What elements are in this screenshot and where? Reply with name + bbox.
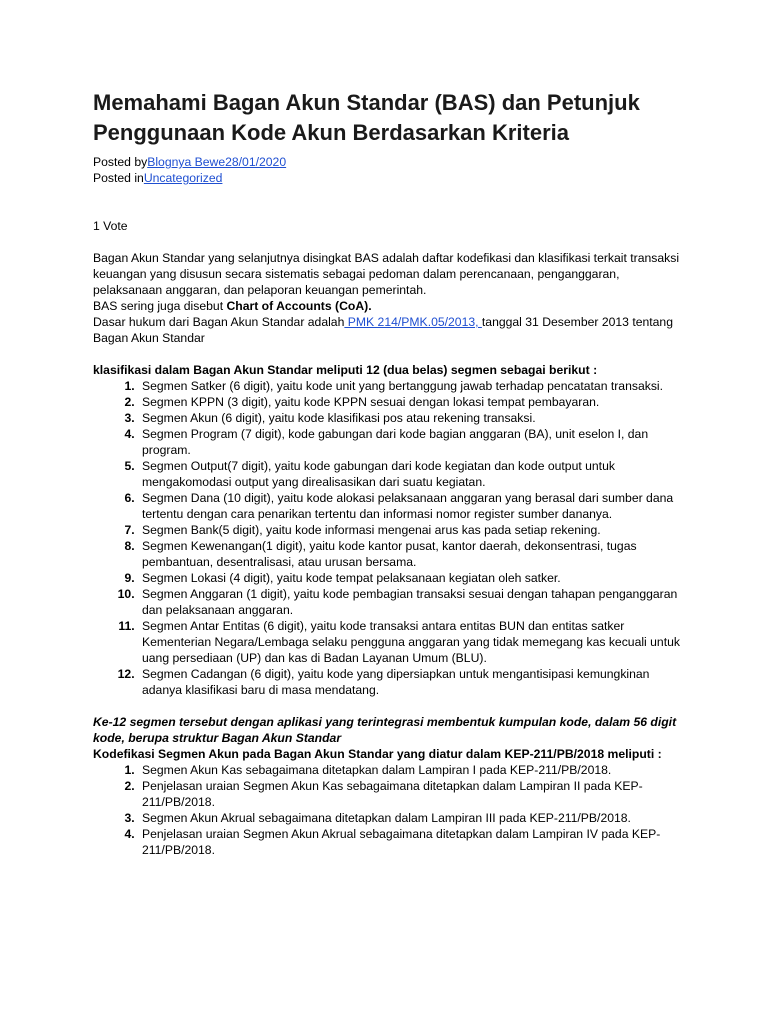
segment-item: 5. Segmen Output(7 digit), yaitu kode gabungan dari kode kegiatan dan kode output untuk mengakomodasi output yang direalisasikan dari suatu kegiatan. <box>138 458 683 490</box>
legal-basis-line <box>93 314 683 346</box>
segment-item: 10. Segmen Anggaran (1 digit), yaitu kode pembagian transaksi sesuai dengan tahapan penganggaran dan pelaksanaan anggaran. <box>138 586 683 618</box>
segment-item: 6. Segmen Dana (10 digit), yaitu kode alokasi pelaksanaan anggaran yang berasal dari sumber dana tertentu dengan cara penarikan tertentu dan informasi nomor register sumber dananya. <box>138 490 683 522</box>
coa-bold: Chart of Accounts (CoA). <box>226 299 372 313</box>
kodefikasi-item: 3. Segmen Akun Akrual sebagaimana ditetapkan dalam Lampiran III pada KEP-211/PB/2018. <box>138 810 683 826</box>
posted-by-line <box>93 154 683 170</box>
kodefikasi-list <box>93 762 683 858</box>
coa-line <box>93 298 683 314</box>
coa-prefix: BAS sering juga disebut <box>93 299 227 313</box>
legal-prefix: Dasar hukum dari Bagan Akun Standar adalah <box>93 315 345 329</box>
segment-item: 3. Segmen Akun (6 digit), yaitu kode klasifikasi pos atau rekening transaksi. <box>138 410 683 426</box>
intro-section <box>93 250 683 346</box>
closing-italic-note: Ke-12 segmen tersebut dengan aplikasi yang terintegrasi membentuk kumpulan kode, dalam 56 digit kode, berupa struktur Bagan Akun Standar <box>93 715 677 745</box>
kodefikasi-item: 4. Penjelasan uraian Segmen Akun Akrual sebagaimana ditetapkan dalam Lampiran IV pada KEP-211/PB/2018. <box>138 826 683 858</box>
segment-item: 11. Segmen Antar Entitas (6 digit), yaitu kode transaksi antara entitas BUN dan entitas satker Kementerian Negara/Lembaga selaku pengguna anggaran yang tidak memegang kas kecuali untuk uang persediaan (UP) dan kas di Badan Layanan Umum (BLU). <box>138 618 683 666</box>
intro-paragraph: Bagan Akun Standar yang selanjutnya disingkat BAS adalah daftar kodefikasi dan klasifikasi terkait transaksi keuangan yang disusun secara sistematis sebagai pedoman dalam perencanaan, penganggaran, pelaksanaan anggaran, dan pelaporan keuangan pemerintah. <box>93 251 680 297</box>
segment-item: 8. Segmen Kewenangan(1 digit), yaitu kode kantor pusat, kantor daerah, dekonsentrasi, tugas pembantuan, desentralisasi, atau urusan bersama. <box>138 538 683 570</box>
kodefikasi-item: 2. Penjelasan uraian Segmen Akun Kas sebagaimana ditetapkan dalam Lampiran II pada KEP-211/PB/2018. <box>138 778 683 810</box>
segment-item: 2. Segmen KPPN (3 digit), yaitu kode KPPN sesuai dengan lokasi tempat pembayaran. <box>138 394 683 410</box>
segments-list <box>93 378 683 698</box>
article-title: Memahami Bagan Akun Standar (BAS) dan Petunjuk Penggunaan Kode Akun Berdasarkan Kriteria <box>93 90 640 145</box>
article-body <box>93 88 683 858</box>
segment-item: 9. Segmen Lokasi (4 digit), yaitu kode tempat pelaksanaan kegiatan oleh satker. <box>138 570 683 586</box>
pmk-link[interactable]: PMK 214/PMK.05/2013, <box>344 315 482 329</box>
posted-in-prefix: Posted in <box>93 171 144 185</box>
posted-by-prefix: Posted by <box>93 155 148 169</box>
segment-item: 1. Segmen Satker (6 digit), yaitu kode unit yang bertanggung jawab terhadap pencatatan transaksi. <box>138 378 683 394</box>
kodefikasi-item: 1. Segmen Akun Kas sebagaimana ditetapkan dalam Lampiran I pada KEP-211/PB/2018. <box>138 762 683 778</box>
author-date-link[interactable]: Blognya Bewe28/01/2020 <box>147 155 287 169</box>
segments-heading: klasifikasi dalam Bagan Akun Standar meliputi 12 (dua belas) segmen sebagai berikut : <box>93 363 598 377</box>
segment-item: 4. Segmen Program (7 digit), kode gabungan dari kode bagian anggaran (BA), unit eselon I, dan program. <box>138 426 683 458</box>
posted-in-line <box>93 170 683 186</box>
kodefikasi-heading: Kodefikasi Segmen Akun pada Bagan Akun Standar yang diatur dalam KEP-211/PB/2018 meliputi : <box>93 747 662 761</box>
segment-item: 12. Segmen Cadangan (6 digit), yaitu kode yang dipersiapkan untuk mengantisipasi kemungkinan adanya klasifikasi baru di masa mendatang. <box>138 666 683 698</box>
legal-suffix: tanggal 31 Desember 2013 tentang Bagan Akun Standar <box>93 315 673 345</box>
category-link[interactable]: Uncategorized <box>143 171 223 185</box>
segment-item: 7. Segmen Bank(5 digit), yaitu kode informasi mengenai arus kas pada setiap rekening. <box>138 522 683 538</box>
vote-count: 1 Vote <box>93 219 128 233</box>
